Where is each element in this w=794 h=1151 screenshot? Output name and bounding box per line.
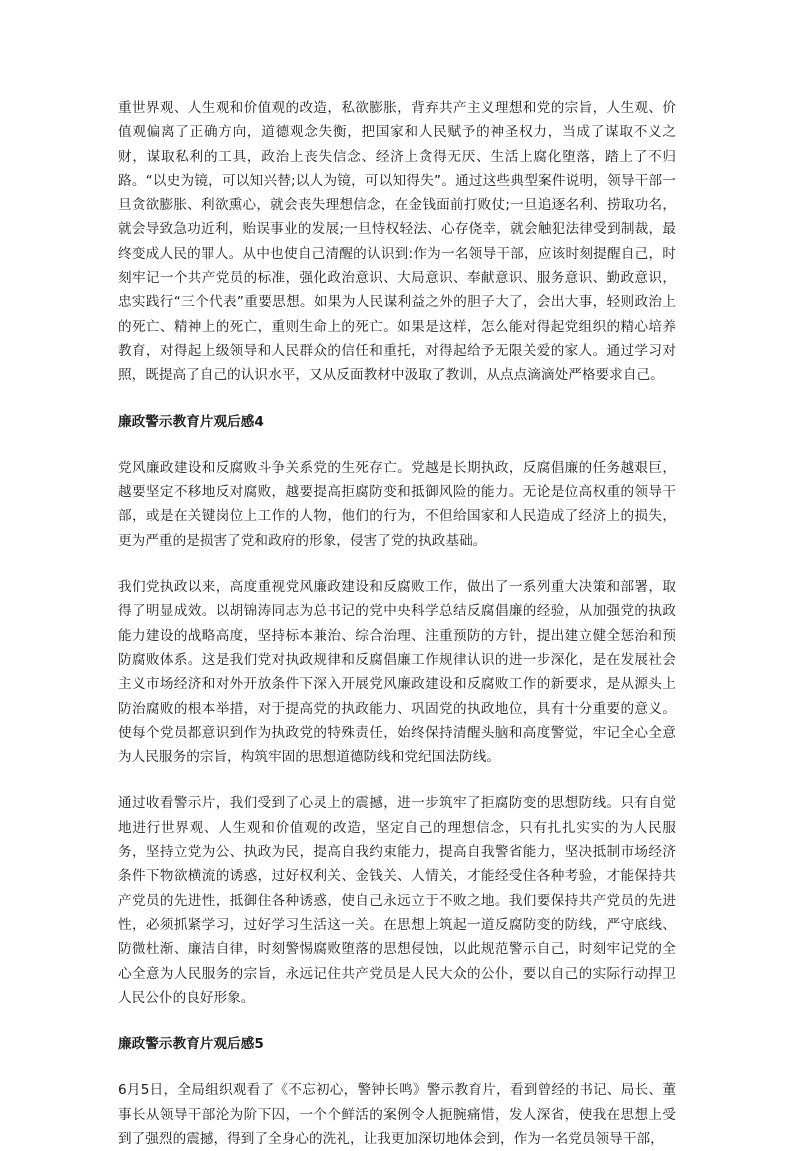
document-page (118, 96, 676, 1151)
paragraph: 我们党执政以来，高度重视党风廉政建设和反腐败工作，做出了一系列重大决策和部署，取得了明显成效。以胡锦涛同志为总书记的党中央科学总结反腐倡廉的经验，从加强党的执政能力建设的战略高度，坚持标本兼治、综合治理、注重预防的方针，提出建立健全惩治和预防腐败体系。这是我们党对执政规律和反腐倡廉工作规律认识的进一步深化，是在发展社会主义市场经济和对外开放条件下深入开展党风廉政建设和反腐败工作的新要求，是从源头上防治腐败的根本举措，对于提高党的执政能力、巩固党的执政地位，具有十分重要的意义。使每个党员都意识到作为执政党的特殊责任，始终保持清醒头脑和高度警觉，牢记全心全意为人民服务的宗旨，构筑牢固的思想道德防线和党纪国法防线。 (118, 579, 676, 766)
paragraph: 通过收看警示片，我们受到了心灵上的震撼，进一步筑牢了拒腐防变的思想防线。只有自觉地进行世界观、人生观和价值观的改造，坚定自己的理想信念，只有扎扎实实的为人民服务，坚持立党为公、执政为民，提高自我约束能力，提高自我警省能力，坚决抵制市场经济条件下物欲横流的诱惑，过好权利关、金钱关、人情关，才能经受住各种考验，才能保持共产党员的先进性，抵御住各种诱惑，使自己永远立于不败之地。我们要保持共产党员的先进性，必须抓紧学习，过好学习生活这一关。在思想上筑起一道反腐防变的防线，严守底线、防微杜渐、廉洁自律，时刻警惕腐败堕落的思想侵蚀，以此规范警示自己，时刻牢记党的全心全意为人民服务的宗旨，永远记住共产党员是人民大众的公仆，要以自己的实际行动捍卫人民公仆的良好形象。 (118, 795, 676, 1006)
paragraph: 重世界观、人生观和价值观的改造，私欲膨胀，背弃共产主义理想和党的宗旨，人生观、价值观偏离了正确方向，道德观念失衡，把国家和人民赋予的神圣权力，当成了谋取不义之财，谋取私利的工具，政治上丧失信念、经济上贪得无厌、生活上腐化堕落，踏上了不归路。“以史为镜，可以知兴替;以人为镜，可以知得失”。通过这些典型案件说明，领导干部一旦贪欲膨胀、利欲熏心，就会丧失理想信念，在金钱面前打败仗;一旦追逐名利、捞取功名，就会导致急功近利，贻误事业的发展;一旦恃权轻法、心存侥幸，就会触犯法律受到制裁，最终变成人民的罪人。从中也使自己清醒的认识到:作为一名领导干部，应该时刻提醒自己，时刻牢记一个共产党员的标准，强化政治意识、大局意识、奉献意识、服务意识、勤政意识，忠实践行“三个代表”重要思想。如果为人民谋利益之外的胆子大了，会出大事，轻则政治上的死亡、精神上的死亡，重则生命上的死亡。如果是这样，怎么能对得起党组织的精心培养教育，对得起上级领导和人民群众的信任和重托，对得起给予无限关爱的家人。通过学习对照，既提高了自己的认识水平，又从反面教材中汲取了教训，从点点滴滴处严格要求自己。 (118, 100, 676, 384)
paragraph: 6月5日，全局组织观看了《不忘初心，警钟长鸣》警示教育片，看到曾经的书记、局长、董事长从领导干部沦为阶下囚，一个个鲜活的案例令人扼腕痛惜，发人深省，使我在思想上受到了强烈的震撼，得到了全身心的洗礼，让我更加深切地体会到，作为一名党员领导干部， (118, 1082, 676, 1147)
section-heading: 廉政警示教育片观后感5 (118, 1036, 264, 1053)
paragraph: 党风廉政建设和反腐败斗争关系党的生死存亡。党越是长期执政，反腐倡廉的任务越艰巨，越要坚定不移地反对腐败，越要提高拒腐防变和抵御风险的能力。无论是位高权重的领导干部，或是在关键岗位上工作的人物，他们的行为，不但给国家和人民造成了经济上的损失，更为严重的是损害了党和政府的形象，侵害了党的执政基础。 (118, 459, 676, 549)
section-heading: 廉政警示教育片观后感4 (118, 413, 264, 430)
